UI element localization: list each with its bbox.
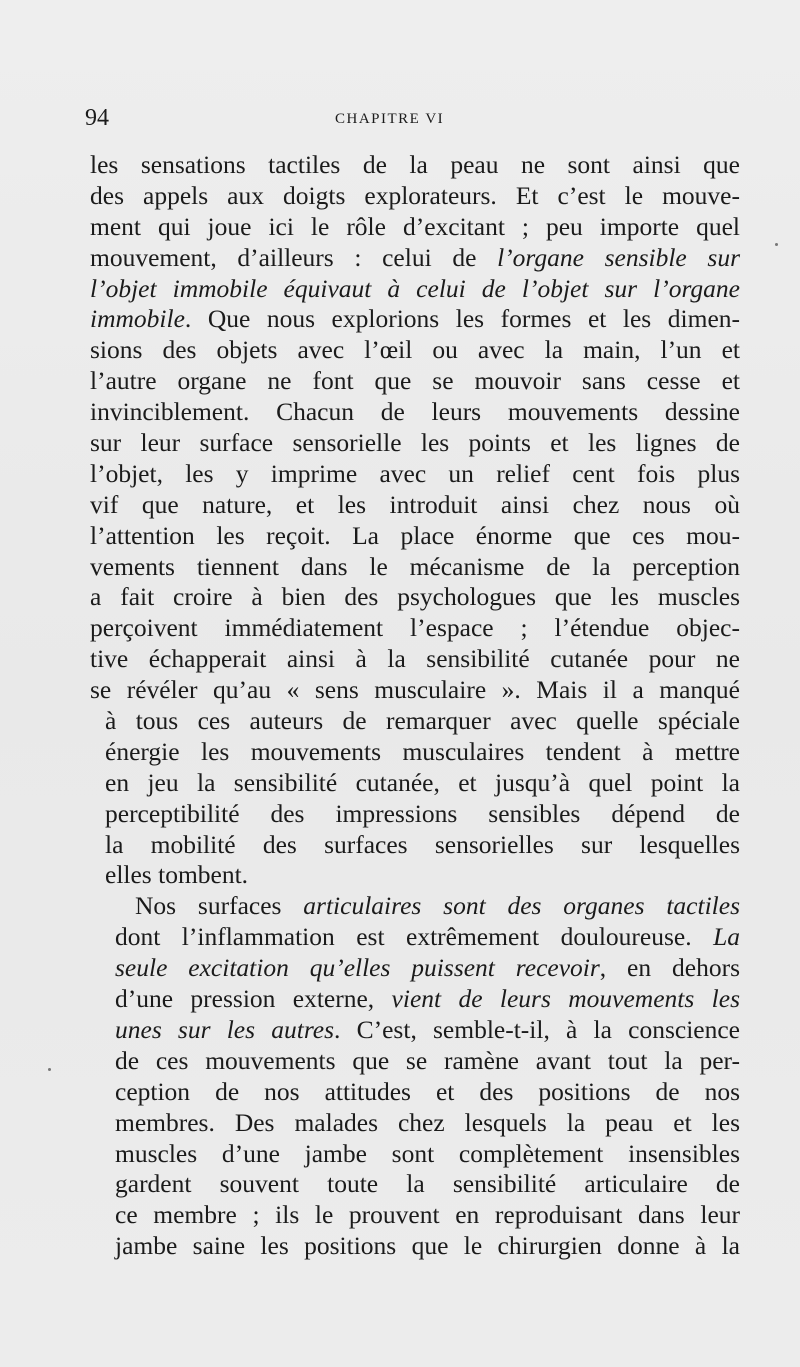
text-run: l’autre organe ne font que se mouvoir sans cesse et: [90, 366, 740, 396]
text-run: a fait croire à bien des psychologues que les muscles: [90, 582, 740, 612]
text-line: [90, 706, 740, 737]
text-run: tive échapperait ainsi à la sensibilité cutanée pour ne: [90, 644, 740, 674]
text-line: [90, 552, 740, 583]
text-line: [90, 181, 740, 212]
text-run: jambe saine les positions que le chirurgien donne à la: [115, 1231, 740, 1261]
text-line: [90, 274, 740, 305]
text-run: gardent souvent toute la sensibilité articulaire de: [115, 1169, 740, 1199]
text-run: . Que nous explorions les formes et les dimen-: [184, 304, 740, 334]
emphasis: l’objet immobile équivaut à celui de l’objet sur l’organe: [90, 273, 740, 303]
text-line: [90, 366, 740, 397]
text-run: membres. Des malades chez lesquels la peau et les: [115, 1107, 740, 1137]
text-run: des appels aux doigts explorateurs. Et c’est le mouve-: [90, 180, 740, 210]
text-line: [90, 1200, 740, 1231]
text-line: [90, 799, 740, 830]
text-run: dont l’inflammation est extrêmement douloureuse.: [115, 922, 714, 952]
text-line: [90, 582, 740, 613]
text-run: sions des objets avec l’œil ou avec la main, l’un et: [90, 335, 740, 365]
text-run: ce membre ; ils le prouvent en reproduisant dans leur: [115, 1200, 740, 1230]
text-line: [90, 1015, 740, 1046]
text-run: la mobilité des surfaces sensorielles sur lesquelles: [105, 829, 740, 859]
text-line: [90, 212, 740, 243]
text-run: l’attention les reçoit. La place énorme que ces mou-: [90, 520, 740, 550]
text-line: [90, 150, 740, 181]
emphasis: l’organe sensible sur: [497, 242, 740, 272]
page-header: [85, 105, 740, 145]
text-line: [90, 1046, 740, 1077]
text-run: muscles d’une jambe sont complètement insensibles: [115, 1138, 740, 1168]
text-run: d’une pression externe,: [115, 984, 392, 1014]
text-run: mouvement, d’ailleurs : celui de: [90, 242, 498, 272]
emphasis: unes sur les autres: [115, 1014, 335, 1044]
text-line: [90, 397, 740, 428]
text-line: [90, 768, 740, 799]
text-run: invinciblement. Chacun de leurs mouvements dessine: [90, 397, 740, 427]
text-line: [90, 891, 740, 922]
text-run: sur leur surface sensorielle les points et les lignes de: [90, 428, 740, 458]
text-run: elles tombent.: [105, 860, 249, 890]
text-run: perceptibilité des impressions sensibles dépend de: [105, 798, 740, 828]
text-line: [90, 490, 740, 521]
text-line: [90, 613, 740, 644]
text-line: [90, 984, 740, 1015]
text-line: [90, 860, 740, 891]
text-line: [90, 953, 740, 984]
text-line: [90, 428, 740, 459]
paper-speck: [775, 243, 778, 246]
emphasis: vient de leurs mouvements les: [391, 984, 740, 1014]
text-line: [90, 1231, 740, 1262]
text-run: l’objet, les y imprime avec un relief cent fois plus: [90, 458, 740, 488]
text-line: [90, 243, 740, 274]
text-line: [90, 304, 740, 335]
text-line: [90, 830, 740, 861]
body-text: [90, 150, 740, 1262]
text-line: [90, 737, 740, 768]
page-number: 94: [85, 105, 109, 131]
text-run: à tous ces auteurs de remarquer avec quelle spéciale: [105, 706, 740, 736]
text-run: vif que nature, et les introduit ainsi chez nous où: [90, 489, 740, 519]
text-run: vements tiennent dans le mécanisme de la perception: [90, 551, 740, 581]
emphasis: seule excitation qu’elles puissent recevoir: [115, 953, 600, 983]
emphasis: immobile: [90, 304, 185, 334]
text-run: de ces mouvements que se ramène avant tout la per-: [115, 1045, 740, 1075]
text-line: [90, 675, 740, 706]
text-run: perçoivent immédiatement l’espace ; l’étendue objec-: [90, 613, 740, 643]
text-line: [90, 459, 740, 490]
emphasis: La: [713, 922, 740, 952]
text-run: se révéler qu’au « sens musculaire ». Mais il a manqué: [90, 675, 740, 705]
text-run: , en dehors: [599, 953, 740, 983]
text-line: [90, 335, 740, 366]
text-run: Nos surfaces: [135, 891, 304, 921]
text-line: [90, 1077, 740, 1108]
text-line: [90, 1139, 740, 1170]
text-line: [90, 922, 740, 953]
paper-speck: [48, 1068, 51, 1071]
text-line: [90, 644, 740, 675]
text-run: énergie les mouvements musculaires tendent à mettre: [105, 736, 740, 766]
text-run: ception de nos attitudes et des positions de nos: [115, 1076, 740, 1106]
text-run: ment qui joue ici le rôle d’excitant ; peu importe quel: [90, 211, 740, 241]
text-run: en jeu la sensibilité cutanée, et jusqu’à quel point la: [105, 767, 740, 797]
emphasis: articulaires sont des organes tactiles: [303, 891, 741, 921]
text-line: [90, 1169, 740, 1200]
text-run: . C’est, semble-t-il, à la conscience: [334, 1014, 740, 1044]
text-line: [90, 521, 740, 552]
text-line: [90, 1108, 740, 1139]
running-head: CHAPITRE VI: [335, 111, 445, 127]
text-run: les sensations tactiles de la peau ne sont ainsi que: [90, 150, 740, 179]
